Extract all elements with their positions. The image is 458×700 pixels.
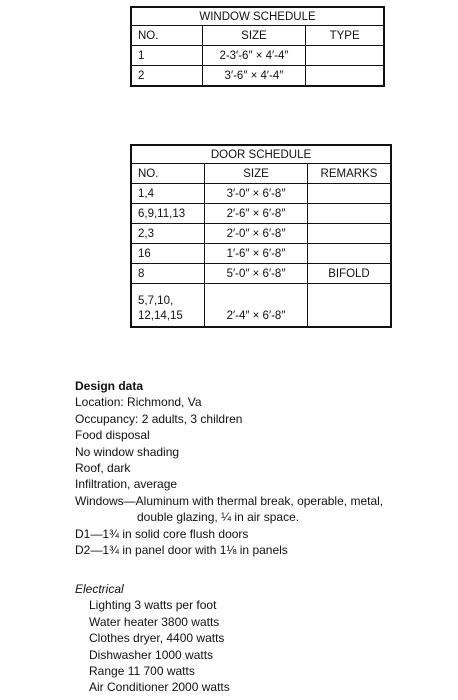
- design-data-line: Roof, dark: [75, 461, 131, 476]
- door-schedule-title-row: [131, 145, 391, 164]
- window-type: [306, 46, 384, 66]
- electrical-item: Dishwasher 1000 watts: [89, 647, 214, 662]
- window-size: 3′-6″ × 4′-4″: [202, 66, 306, 87]
- electrical-item: Water heater 3800 watts: [89, 614, 220, 629]
- design-data-line: No window shading: [75, 444, 180, 459]
- table-row: [131, 46, 384, 66]
- electrical-heading: Electrical: [75, 582, 124, 596]
- electrical-section: [75, 581, 230, 696]
- door-size: 3′-0″ × 6′-8″: [205, 184, 308, 204]
- design-data-line: Location: Richmond, Va: [75, 395, 202, 410]
- door-spec-line: D1—1¾ in solid core flush doors: [75, 526, 249, 541]
- window-number: 2: [131, 66, 202, 87]
- table-row: [131, 284, 391, 328]
- door-size: 5′-0″ × 6′-8″: [205, 264, 308, 284]
- door-size: 1′-6″ × 6′-8″: [205, 244, 308, 264]
- column-header-no: NO.: [131, 26, 202, 46]
- table-row: [131, 184, 391, 204]
- door-number: 16: [131, 244, 205, 264]
- window-schedule-header-row: [131, 26, 384, 46]
- door-number: 8: [131, 264, 205, 284]
- window-schedule-title: WINDOW SCHEDULE: [131, 7, 384, 26]
- door-number: [131, 284, 205, 328]
- door-size: 2′-6″ × 6′-8″: [205, 204, 308, 224]
- table-row: [131, 244, 391, 264]
- design-data-section: [75, 378, 383, 558]
- door-schedule-header-row: [131, 164, 391, 184]
- table-row: [131, 224, 391, 244]
- design-data-line: Infiltration, average: [75, 477, 178, 492]
- column-header-remarks: REMARKS: [307, 164, 391, 184]
- door-remarks: [307, 284, 391, 328]
- door-spec-line: D2—1¾ in panel door with 1⅛ in panels: [75, 543, 288, 558]
- door-number: 6,9,11,13: [131, 204, 205, 224]
- table-row: [131, 66, 384, 87]
- table-row: [131, 264, 391, 284]
- window-type: [306, 66, 384, 87]
- column-header-no: NO.: [131, 164, 205, 184]
- door-number-line: 5,7,10,: [138, 295, 174, 307]
- window-number: 1: [131, 46, 202, 66]
- door-remarks: [307, 184, 391, 204]
- door-remarks: [307, 224, 391, 244]
- table-row: [131, 204, 391, 224]
- door-schedule-table: [130, 144, 392, 328]
- design-data-heading: Design data: [75, 379, 144, 393]
- door-size: 2′-4″ × 6′-8″: [205, 284, 308, 328]
- electrical-item: Air Conditioner 2000 watts: [89, 680, 230, 695]
- door-number-line: 12,14,15: [138, 310, 183, 322]
- window-schedule-title-row: [131, 7, 384, 26]
- design-data-line: Windows—Aluminum with thermal break, operable, metal,: [75, 493, 384, 508]
- design-data-line-continuation: double glazing, ¼ in air space.: [137, 510, 300, 525]
- window-schedule-table: [130, 6, 385, 87]
- door-schedule-title: DOOR SCHEDULE: [131, 145, 391, 164]
- column-header-size: SIZE: [202, 26, 306, 46]
- design-data-line: Food disposal: [75, 428, 150, 443]
- door-remarks: [307, 244, 391, 264]
- door-remarks: BIFOLD: [307, 264, 391, 284]
- electrical-item: Clothes dryer, 4400 watts: [89, 631, 225, 646]
- door-number: 2,3: [131, 224, 205, 244]
- electrical-item: Range 11 700 watts: [89, 664, 195, 679]
- door-size: 2′-0″ × 6′-8″: [205, 224, 308, 244]
- door-remarks: [307, 204, 391, 224]
- column-header-size: SIZE: [205, 164, 308, 184]
- window-size: 2-3′-6″ × 4′-4″: [202, 46, 306, 66]
- electrical-item: Lighting 3 watts per foot: [89, 598, 217, 613]
- column-header-type: TYPE: [306, 26, 384, 46]
- door-number: 1,4: [131, 184, 205, 204]
- design-data-line: Occupancy: 2 adults, 3 children: [75, 411, 243, 426]
